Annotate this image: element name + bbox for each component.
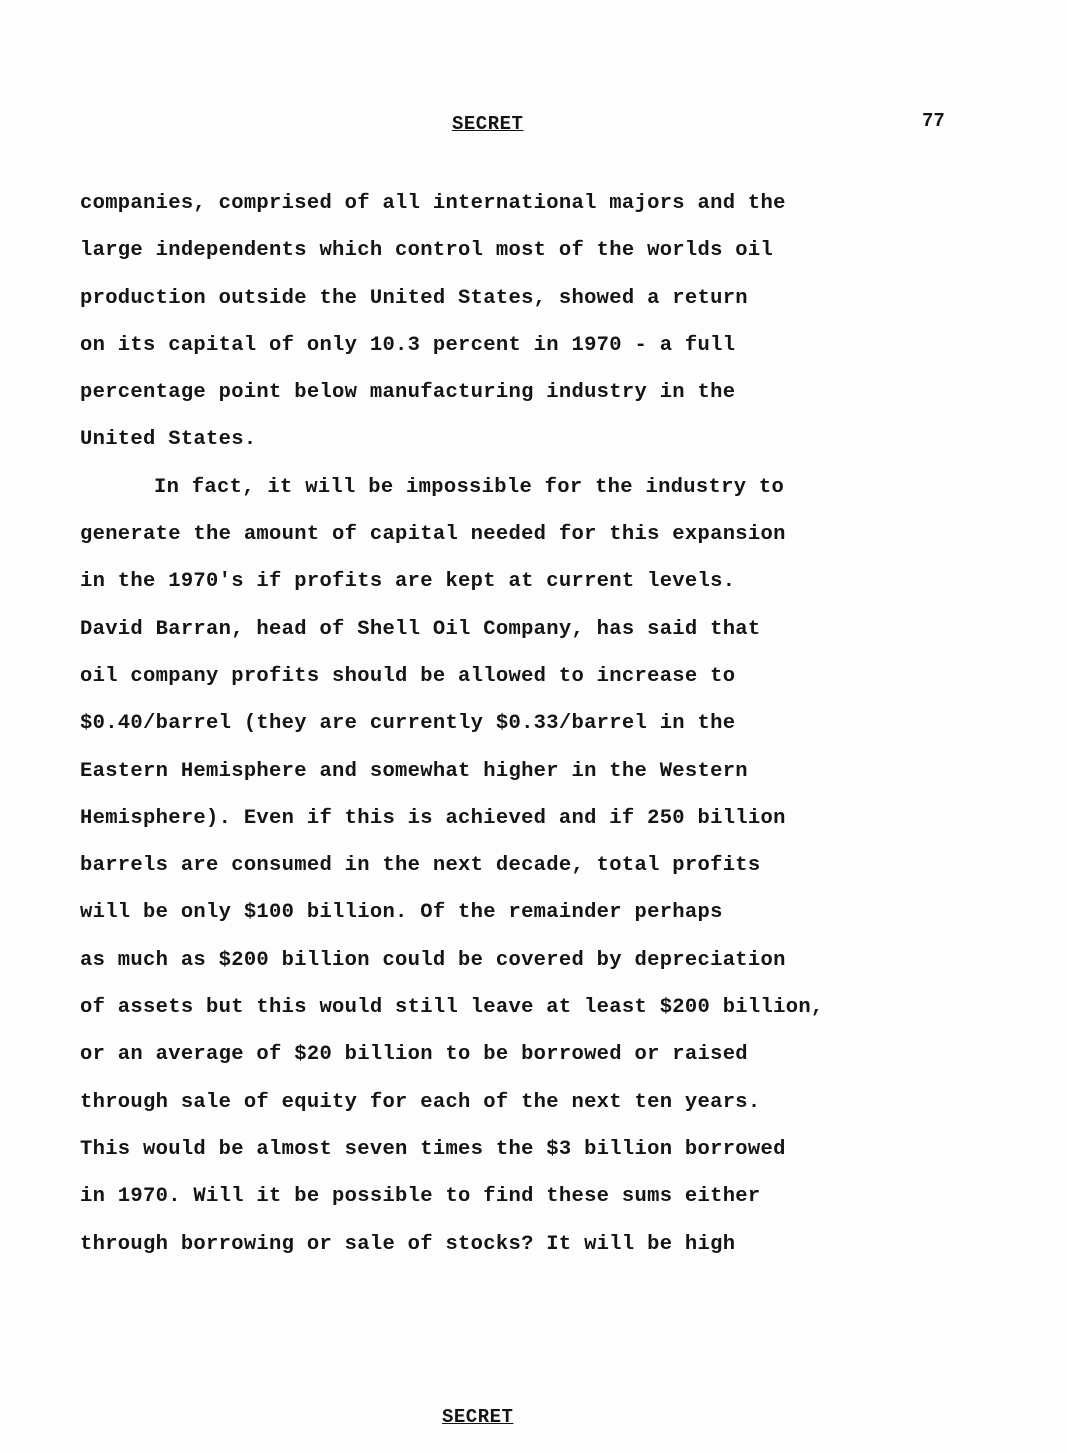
text-line: United States. [80, 428, 257, 452]
text-line: This would be almost seven times the $3 billion borrowed [80, 1137, 786, 1161]
text-line: will be only $100 billion. Of the remainder perhaps [80, 901, 723, 925]
header-classification-marking: SECRET [452, 113, 524, 135]
text-line: oil company profits should be allowed to increase to [80, 664, 736, 688]
text-line: large independents which control most of the worlds oil [80, 239, 774, 263]
text-line: percentage point below manufacturing industry in the [80, 381, 736, 405]
page-number: 77 [922, 110, 945, 132]
text-line: Eastern Hemisphere and somewhat higher in the Western [80, 759, 748, 783]
footer-classification-marking: SECRET [442, 1406, 514, 1428]
text-line: through borrowing or sale of stocks? It will be high [80, 1232, 736, 1256]
body-text [80, 180, 940, 1268]
text-line: in the 1970's if profits are kept at current levels. [80, 570, 736, 594]
text-line: as much as $200 billion could be covered by depreciation [80, 948, 786, 972]
text-line: on its capital of only 10.3 percent in 1970 - a full [80, 333, 736, 357]
text-line: or an average of $20 billion to be borrowed or raised [80, 1043, 748, 1067]
text-line: David Barran, head of Shell Oil Company, has said that [80, 617, 761, 641]
text-line: generate the amount of capital needed for this expansion [80, 523, 786, 547]
text-line: of assets but this would still leave at least $200 billion, [80, 996, 824, 1020]
text-line: Hemisphere). Even if this is achieved and if 250 billion [80, 806, 786, 830]
text-line: production outside the United States, showed a return [80, 286, 748, 310]
text-line: companies, comprised of all international majors and the [80, 192, 786, 215]
text-line: barrels are consumed in the next decade, total profits [80, 854, 761, 878]
text-line: $0.40/barrel (they are currently $0.33/barrel in the [80, 712, 736, 736]
paragraph-start-line: In fact, it will be impossible for the industry to [154, 475, 785, 499]
text-line: through sale of equity for each of the next ten years. [80, 1090, 761, 1114]
text-line: in 1970. Will it be possible to find these sums either [80, 1185, 761, 1209]
